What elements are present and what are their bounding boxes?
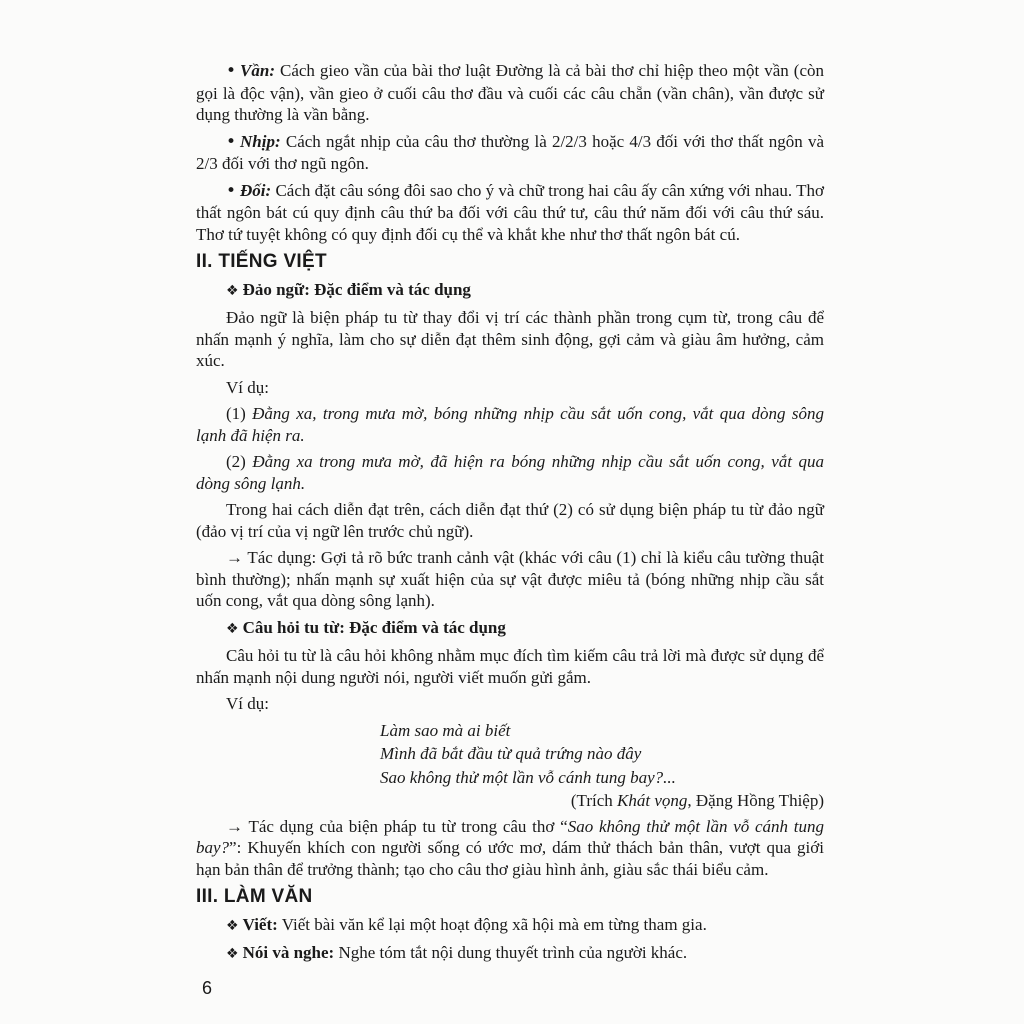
item-noi-nghe — [196, 942, 824, 966]
citation-prefix: (Trích — [570, 791, 618, 810]
term-label: Nhịp: — [240, 131, 281, 151]
poem-line: Mình đã bắt đầu từ quả trứng nào đây — [380, 744, 642, 763]
dao-ngu-definition: Đảo ngữ là biện pháp tu từ thay đổi vị trí các thành phần trong cụm từ, trong câu để nhấn mạnh ý nghĩa, làm cho sự diễn đạt thêm sinh động, gợi cảm và giàu âm hưởng, cảm xúc. — [196, 308, 824, 370]
poem-line: Sao không thử một lần vỗ cánh tung bay?... — [380, 767, 676, 787]
term-text: Cách đặt câu sóng đôi sao cho ý và chữ trong hai câu ấy cân xứng với nhau. Thơ thất ngôn bát cú quy định câu thứ ba đối với câu thứ tư, câu thứ năm đối với câu thứ sáu. Thơ tứ tuyệt không có quy định đối cụ thể và khắt khe như thơ thất ngôn bát cú. — [196, 180, 824, 244]
item-text: Nghe tóm tắt nội dung thuyết trình của người khác. — [334, 943, 688, 962]
effect-quote: Sao không thử một lần vỗ cánh tung bay? — [196, 816, 825, 857]
item-label: Viết: — [242, 914, 278, 934]
example-number: (1) — [226, 404, 253, 423]
poem-citation — [196, 790, 824, 812]
term-text: Cách ngắt nhịp của câu thơ thường là 2/2/3 hoặc 4/3 đối với thơ thất ngôn và 2/3 đối với thơ ngũ ngôn. — [196, 131, 824, 173]
diamond-bullet-icon: ❖ — [226, 946, 239, 962]
section-heading-tieng-viet: II. TIẾNG VIỆT — [196, 251, 327, 272]
effect-prefix: → Tác dụng của biện pháp tu từ trong câu thơ “ — [226, 816, 568, 836]
diamond-bullet-icon: ❖ — [226, 282, 239, 299]
example-number: (2) — [226, 452, 253, 471]
subheading-cau-hoi-tu-tu — [226, 617, 824, 641]
dao-ngu-analysis: Trong hai cách diễn đạt trên, cách diễn đạt thứ (2) có sử dụng biện pháp tu từ đảo ngữ (đảo vị trí của vị ngữ lên trước chủ ngữ). — [196, 500, 824, 541]
subheading-text: Câu hỏi tu từ: Đặc điểm và tác dụng — [242, 617, 506, 637]
bullet-icon: • — [226, 61, 237, 81]
example-label: Ví dụ: — [226, 377, 269, 397]
page-content — [196, 60, 824, 971]
term-doi — [196, 180, 824, 246]
poem-excerpt — [380, 720, 824, 789]
item-text: Viết bài văn kể lại một hoạt động xã hội mà em từng tham gia. — [277, 914, 707, 934]
term-label: Vần: — [240, 61, 275, 80]
poem-line: Làm sao mà ai biết — [380, 720, 511, 740]
diamond-bullet-icon: ❖ — [226, 917, 239, 934]
diamond-bullet-icon: ❖ — [226, 620, 239, 637]
effect-text: ”: Khuyến khích con người sống có ước mơ, dám thử thách bản thân, vượt qua giới hạn bản thân để trưởng thành; tạo cho câu thơ giàu hình ảnh, giàu sắc thái biểu cảm. — [196, 838, 824, 879]
cau-hoi-definition: Câu hỏi tu từ là câu hỏi không nhằm mục đích tìm kiếm câu trả lời mà được sử dụng để nhấn mạnh nội dung người nói, người viết muốn gửi gắm. — [196, 646, 824, 687]
cau-hoi-effect — [196, 816, 824, 881]
item-label: Nói và nghe: — [242, 943, 335, 962]
example-2 — [196, 451, 824, 494]
bullet-icon: • — [226, 131, 237, 152]
example-text: Đằng xa trong mưa mờ, đã hiện ra bóng những nhịp cầu sắt uốn cong, vắt qua dòng sông lạnh. — [196, 452, 824, 493]
item-viet — [196, 914, 824, 938]
example-1 — [196, 403, 824, 446]
citation-author: , Đặng Hồng Thiệp) — [687, 791, 824, 810]
dao-ngu-effect: → Tác dụng: Gợi tả rõ bức tranh cảnh vật (khác với câu (1) chỉ là kiểu câu tường thuật bình thường); nhấn mạnh sự xuất hiện của sự vật được miêu tả (bóng những nhịp cầu sắt uốn cong, vắt qua dòng sông lạnh). — [196, 548, 824, 610]
bullet-icon: • — [226, 180, 237, 201]
term-nhip — [196, 131, 824, 175]
example-text: Đằng xa, trong mưa mờ, bóng những nhịp cầu sắt uốn cong, vắt qua dòng sông lạnh đã hiện ra. — [196, 404, 824, 445]
term-van — [196, 60, 824, 126]
subheading-dao-ngu — [226, 279, 824, 303]
subheading-text: Đảo ngữ: Đặc điểm và tác dụng — [242, 279, 471, 299]
term-label: Đối: — [240, 180, 272, 200]
example-label: Ví dụ: — [226, 694, 269, 713]
page-number: 6 — [202, 978, 213, 998]
term-text: Cách gieo vần của bài thơ luật Đường là cả bài thơ chỉ hiệp theo một vần (còn gọi là độc vận), vần gieo ở cuối câu thơ đầu và cuối các câu chẵn (vần chân), vần được sử dụng thường là vần bằng. — [196, 61, 824, 124]
citation-title: Khát vọng — [617, 791, 688, 810]
section-heading-lam-van: III. LÀM VĂN — [196, 886, 313, 907]
